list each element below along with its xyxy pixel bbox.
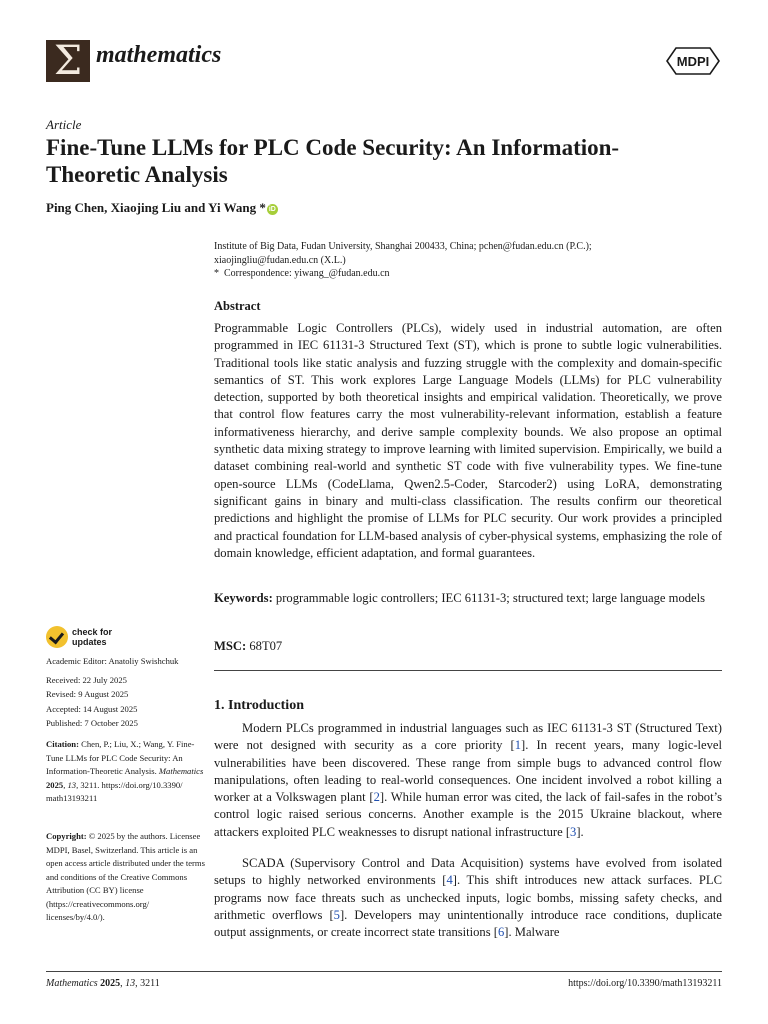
accepted-date: Accepted: 14 August 2025 [46, 704, 138, 714]
svg-text:MDPI: MDPI [676, 54, 710, 69]
check-line-2: updates [72, 637, 107, 647]
affiliations [214, 240, 724, 281]
msc [214, 639, 282, 654]
citation-journal: Mathematics [158, 766, 204, 776]
received-date: Received: 22 July 2025 [46, 675, 127, 685]
affiliation-line-1: Institute of Big Data, Fudan University, Shanghai 200433, China; pchen@fudan.edu.cn (P.C.); [214, 241, 592, 252]
published-date: Published: 7 October 2025 [46, 718, 138, 728]
introduction-heading: 1. Introduction [214, 698, 304, 713]
academic-editor: Academic Editor: Anatoliy Swishchuk [46, 656, 179, 666]
correspondence-star: * [214, 268, 219, 279]
author-list [46, 200, 278, 216]
affiliation-line-2: xiaojingliu@fudan.edu.cn (X.L.) [214, 254, 346, 266]
revised-date: Revised: 9 August 2025 [46, 689, 129, 699]
citation-link[interactable]: 6 [497, 925, 505, 940]
footer-journal: Mathematics [46, 978, 98, 989]
copyright-text: © 2025 by the authors. Licensee MDPI, Basel, Switzerland. This article is an open access article distributed under the terms and conditions of the Creative Commons Attribution (CC BY) license (https://creativecommons.org/ licenses/by/4.0/). [46, 831, 205, 922]
footer-volume: 13 [125, 978, 136, 989]
citation-link[interactable]: 2 [373, 790, 380, 805]
citation-link[interactable]: 4 [446, 873, 453, 888]
copyright-label: Copyright: [46, 831, 87, 841]
keywords [214, 590, 722, 607]
keywords-text: programmable logic controllers; IEC 61131-3; structured text; large language models [275, 591, 706, 605]
abstract-heading: Abstract [214, 299, 261, 313]
orcid-icon[interactable]: iD [268, 206, 276, 213]
footer-article-no: , 3211 [135, 978, 160, 989]
abstract-text: Programmable Logic Controllers (PLCs), widely used in industrial automation, are often programmed in IEC 61131-3 Structured Text (ST), which is prone to subtle logic vulnerabilities. Traditional tools like static analysis and fuzzing struggle with the complexity and domain-specific semantics of ST. This work explores Large Language Models (LLMs) for PLC vulnerability detection, supported by both theoretical insights and empirical validation. Theoretically, we prove that control flow features carry the most vulnerability-relevant information, establish a feature informativeness hierarchy, and derive sample complexity bounds. We also propose an optimal synthetic data mixing strategy to improve learning with limited supervision. Empirically, we build a dataset combining real-world and synthetic ST code with five vulnerability types. We fine-tune open-source LLMs (CodeLlama, Qwen2.5-Coder, Starcoder2) using LoRA, demonstrating significant gains in binary and multi-class classification. The results confirm our theoretical predictions and highlight the promise of LLMs for PLC security. Our work provides a principled and practical foundation for LLM-based analysis of cyber-physical systems, emphasizing the role of domain knowledge, efficient adaptation, and formal guarantees. [214, 321, 722, 560]
citation-year: 2025 [46, 779, 64, 790]
citation-text: Chen, P.; Liu, X.; Wang, Y. Fine-Tune LLMs for PLC Code Security: An Information-Theoretic Analysis. [46, 739, 195, 776]
authors-text: Ping Chen, Xiaojing Liu and Yi Wang * [46, 200, 266, 215]
journal-name: mathematics [96, 42, 222, 68]
intro-paragraph-1 [214, 720, 722, 841]
checkmark-icon [46, 626, 68, 648]
journal-logo: Σ [46, 40, 90, 82]
p1-text-c: ]. While human error was cited, the lack of fail-safes in the robot’s control logic raised serious concerns. Another example is the 2015 Ukraine blackout, where attackers exploited PLC weaknesses to disrupt national infrastructure [ [214, 790, 722, 839]
article-title: Fine-Tune LLMs for PLC Code Security: An Information-Theoretic Analysis [46, 135, 620, 187]
p2-text-a: SCADA (Supervisory Control and Data Acquisition) systems have evolved from isolated setups to highly networked environments [ [214, 856, 722, 888]
correspondence [214, 267, 724, 281]
citation: Citation: Chen, P.; Liu, X.; Wang, Y. Fine-Tune LLMs for PLC Code Security: An Information-Theoretic Analysis. Mathematics 2025, 13, 3211. https://doi.org/10.3390/ math13193211 [46, 739, 204, 803]
footer-divider [46, 971, 722, 972]
p1-text-d: ]. [576, 824, 584, 839]
footer-year: 2025 [100, 978, 121, 989]
citation-rest[interactable]: , 3211. https://doi.org/10.3390/ math13193211 [46, 779, 183, 803]
mdpi-logo [666, 47, 720, 75]
check-updates-text [72, 627, 112, 647]
citation-volume: 13 [67, 779, 77, 790]
citation-link[interactable]: 5 [333, 907, 340, 922]
p2-text-d: ]. Malware [504, 925, 560, 940]
keywords-label: Keywords: [214, 591, 273, 605]
p1-text-a: Modern PLCs programmed in industrial languages such as IEC 61131-3 ST (Structured Text) were not designed with security as a core priority [ [214, 721, 722, 753]
check-for-updates-badge[interactable] [46, 626, 126, 650]
citation-link[interactable]: 1 [514, 738, 522, 753]
copyright [46, 830, 206, 925]
footer-doi-link[interactable]: https://doi.org/10.3390/math13193211 [568, 978, 722, 989]
p1-text-b: ]. In recent years, many logic-level vulnerabilities have been discovered. These range from simple bugs to advanced control flow manipulations, often leading to real-world consequences. One incident involved a robot killing a worker at a Volkswagen plant [ [214, 738, 722, 805]
msc-code: 68T07 [249, 639, 283, 653]
check-line-1: check for [72, 627, 113, 637]
citation-link[interactable]: 3 [570, 824, 577, 839]
section-divider [214, 670, 722, 671]
msc-label: MSC: [214, 639, 247, 653]
p2-text-b: ]. This shift introduces new attack surfaces. PLC programs now face threats such as unchecked inputs, logic bombs, missing safety checks, and arithmetic overflows [ [214, 873, 722, 922]
footer-journal-ref: Mathematics 2025, 13, 3211 [46, 978, 160, 989]
citation-label: Citation: [46, 739, 79, 749]
intro-paragraph-2 [214, 855, 722, 941]
correspondence-text: Correspondence: yiwang_@fudan.edu.cn [224, 268, 390, 279]
article-type: Article [46, 117, 82, 132]
p2-text-c: ]. Developers may unintentionally introduce race conditions, duplicate output assignments, or create incorrect state transitions [ [214, 907, 723, 940]
